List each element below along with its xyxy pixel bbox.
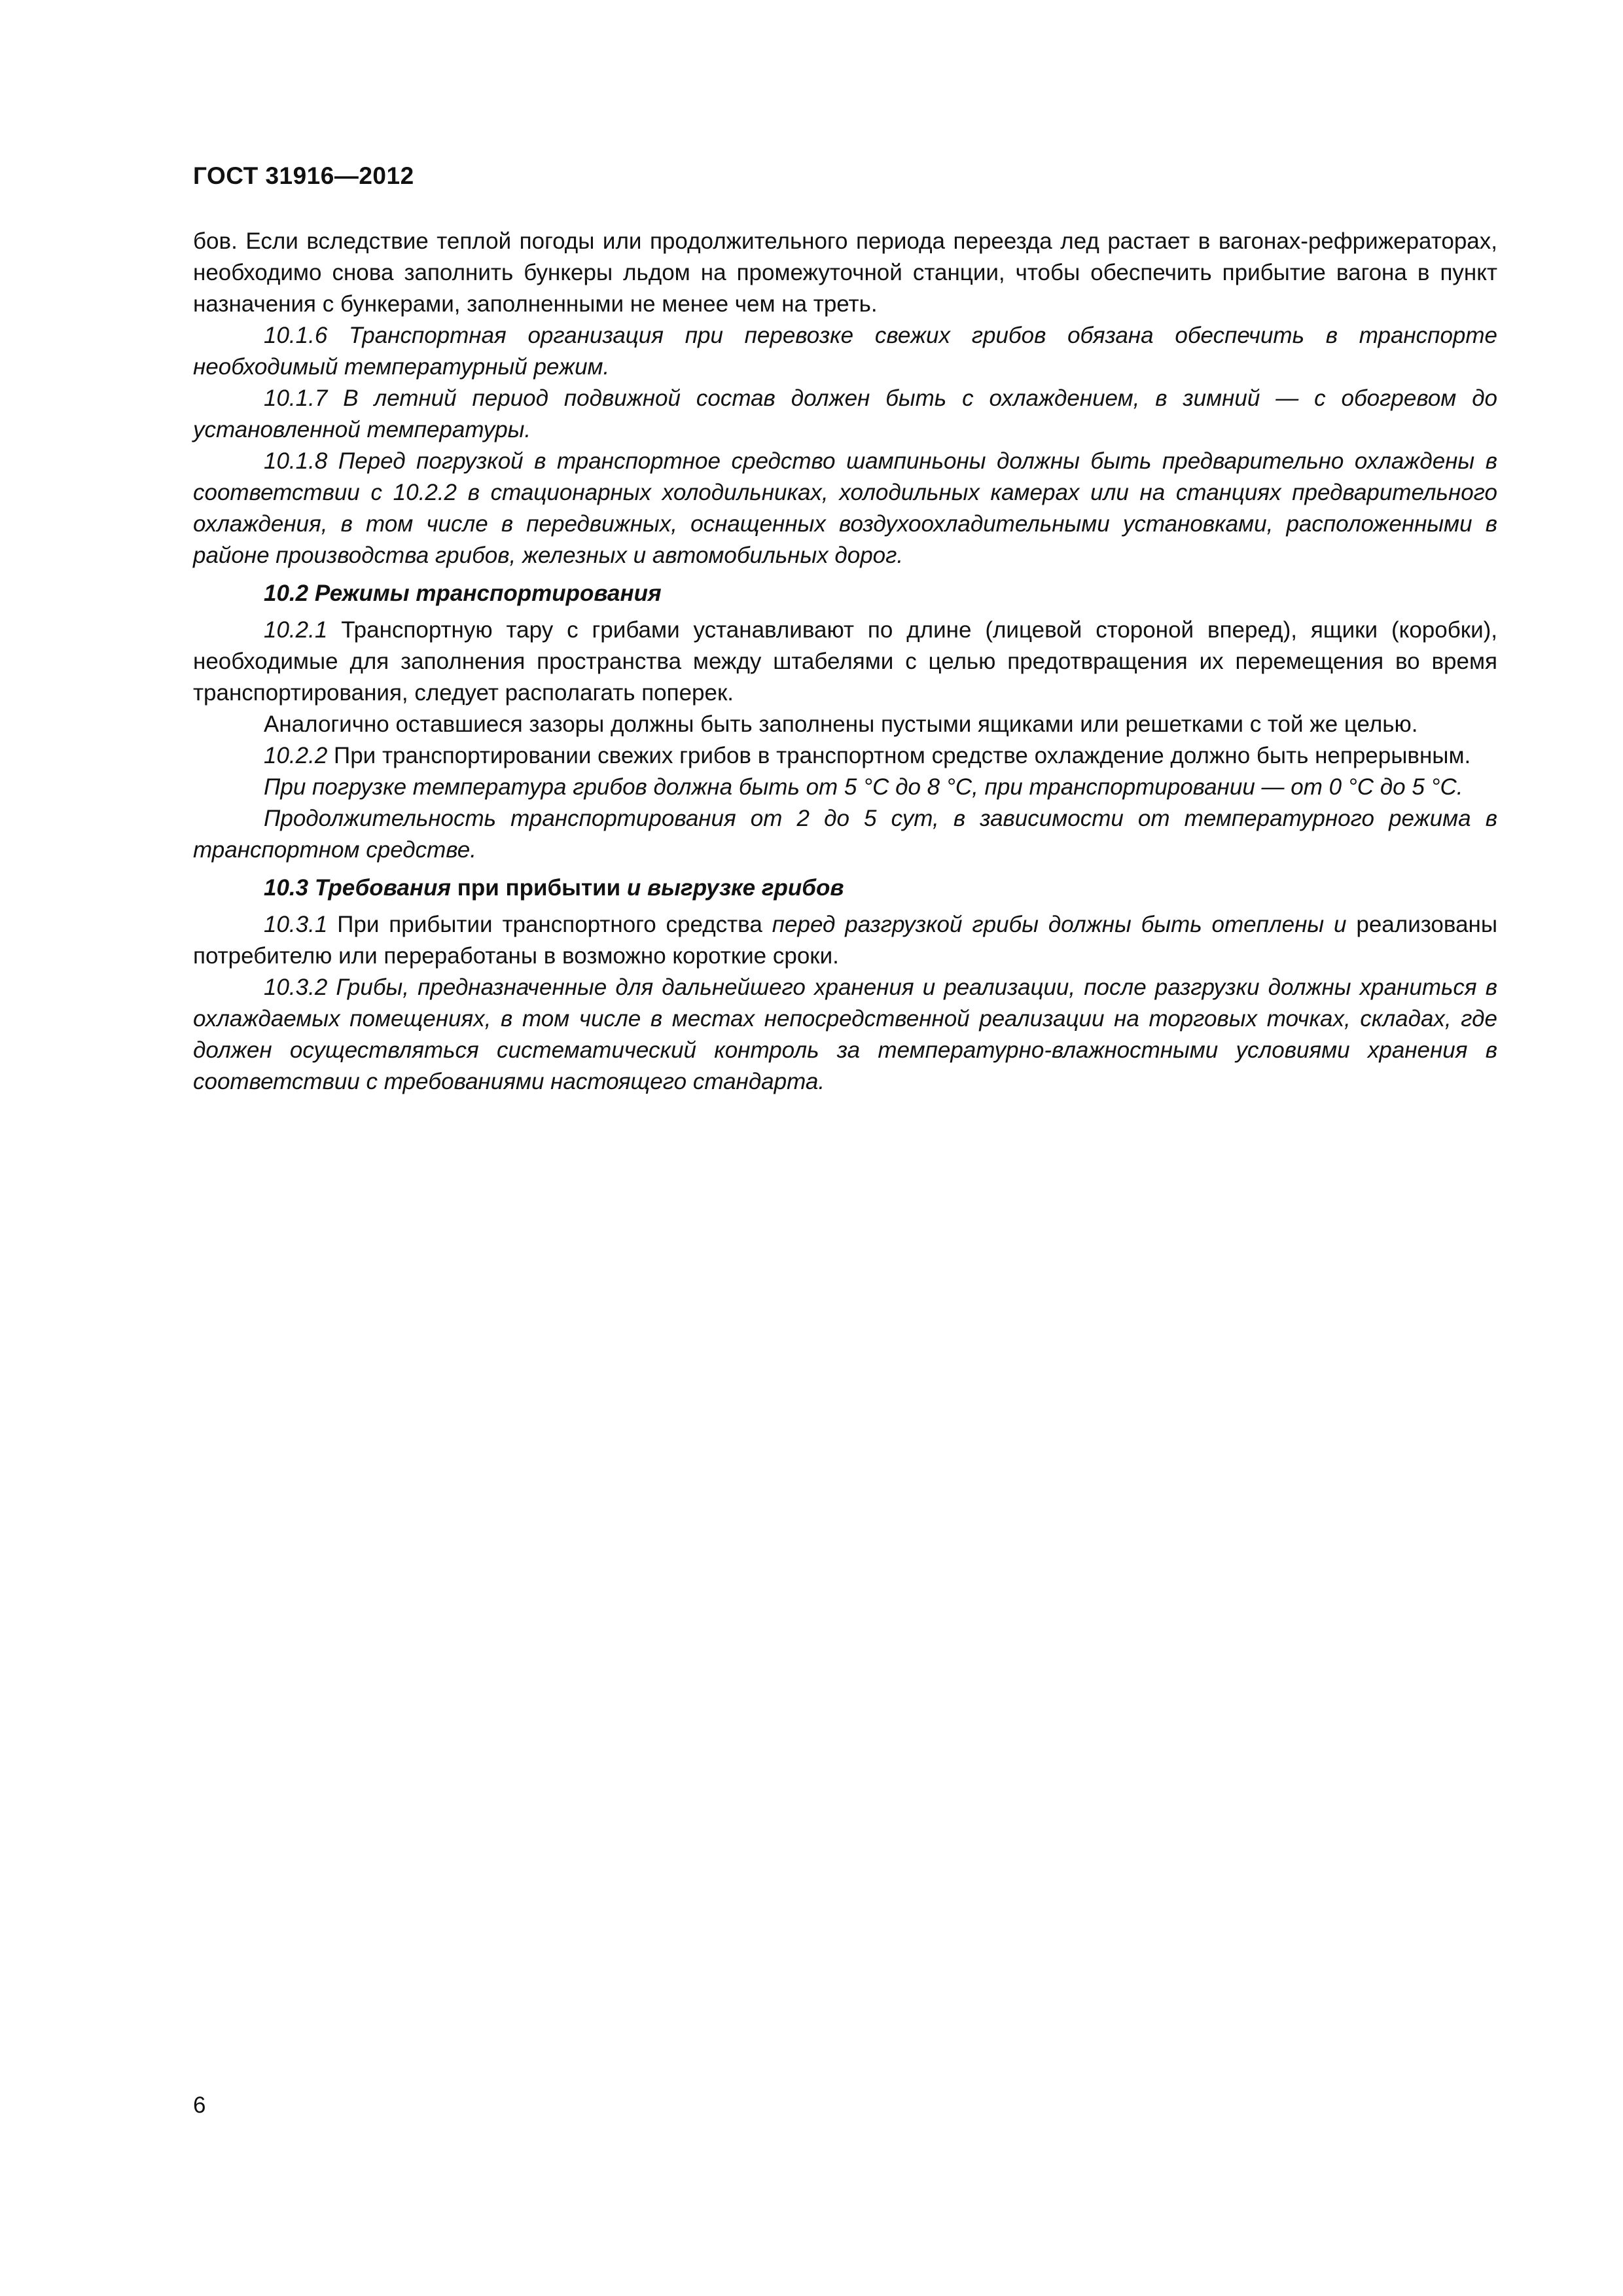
section-heading-10-3-part3: и выгрузке грибов	[626, 875, 844, 901]
paragraph-10-2-1	[193, 615, 1497, 709]
paragraph-10-1-7: 10.1.7 В летний период подвижной состав должен быть с охлаждением, в зимний — с обогревом до установленной температуры.	[193, 386, 1497, 442]
document-body	[193, 226, 1497, 1098]
page-number: 6	[193, 2092, 206, 2118]
paragraph-10-3-1	[193, 909, 1497, 972]
clause-number-10-2-1: 10.2.1	[264, 617, 328, 643]
document-code: ГОСТ 31916—2012	[193, 162, 414, 189]
section-heading-10-3-part2: при прибытии	[457, 875, 621, 901]
clause-number-10-2-2: 10.2.2	[264, 743, 328, 768]
clause-text-10-2-2: При транспортировании свежих грибов в транспортном средстве охлаждение должно быть непрерывным.	[334, 743, 1471, 768]
section-heading-10-3	[193, 872, 1497, 904]
paragraph-duration: Продолжительность транспортирования от 2 до 5 сут, в зависимости от температурного режима в транспортном средстве.	[193, 806, 1497, 863]
paragraph-continuation: бов. Если вследствие теплой погоды или продолжительного периода переезда лед растает в вагонах-рефрижераторах, необходимо снова заполнить бункеры льдом на промежуточной станции, чтобы обеспечить прибытие вагона в пункт назначения с бункерами, заполненными не менее чем на треть.	[193, 228, 1497, 317]
clause-text-10-3-1-b: перед разгрузкой грибы должны быть отеплены и	[772, 912, 1347, 937]
clause-text-10-3-1-a: При прибытии транспортного средства	[337, 912, 762, 937]
paragraph-analogous: Аналогично оставшиеся зазоры должны быть заполнены пустыми ящиками или решетками с той же целью.	[264, 711, 1418, 737]
paragraph-temperature: При погрузке температура грибов должна быть от 5 °С до 8 °С, при транспортировании — от 0 °С до 5 °С.	[264, 774, 1463, 800]
paragraph-10-2-2	[193, 740, 1497, 772]
paragraph-10-1-8: 10.1.8 Перед погрузкой в транспортное средство шампиньоны должны быть предварительно охлаждены в соответствии с 10.2.2 в стационарных холодильниках, холодильных камерах или на станциях предварительного охлаждения, в том числе в передвижных, оснащенных воздухоохладительными установками, расположенными в районе производства грибов, железных и автомобильных дорог.	[193, 448, 1497, 568]
clause-text-10-2-1: Транспортную тару с грибами устанавливают по длине (лицевой стороной вперед), ящики (коробки), необходимые для заполнения пространства между штабелями с целью предотвращения их перемещения во время транспортирования, следует располагать поперек.	[193, 617, 1498, 706]
paragraph-10-3-2: 10.3.2 Грибы, предназначенные для дальнейшего хранения и реализации, после разгрузки должны храниться в охлаждаемых помещениях, в том числе в местах непосредственной реализации на торговых точках, складах, где должен осуществляться систематический контроль за температурно-влажностными условиями хранения в соответствии с требованиями настоящего стандарта.	[193, 975, 1497, 1094]
section-heading-10-3-part1: 10.3 Требования	[264, 875, 451, 901]
paragraph-10-1-6: 10.1.6 Транспортная организация при перевозке свежих грибов обязана обеспечить в транспорте необходимый температурный режим.	[193, 323, 1497, 380]
section-heading-10-2: 10.2 Режимы транспортирования	[264, 581, 662, 606]
clause-text-10-3-1-c: реализованы потребителю или переработаны в возможно короткие сроки.	[193, 912, 1498, 969]
clause-number-10-3-1: 10.3.1	[264, 912, 328, 937]
